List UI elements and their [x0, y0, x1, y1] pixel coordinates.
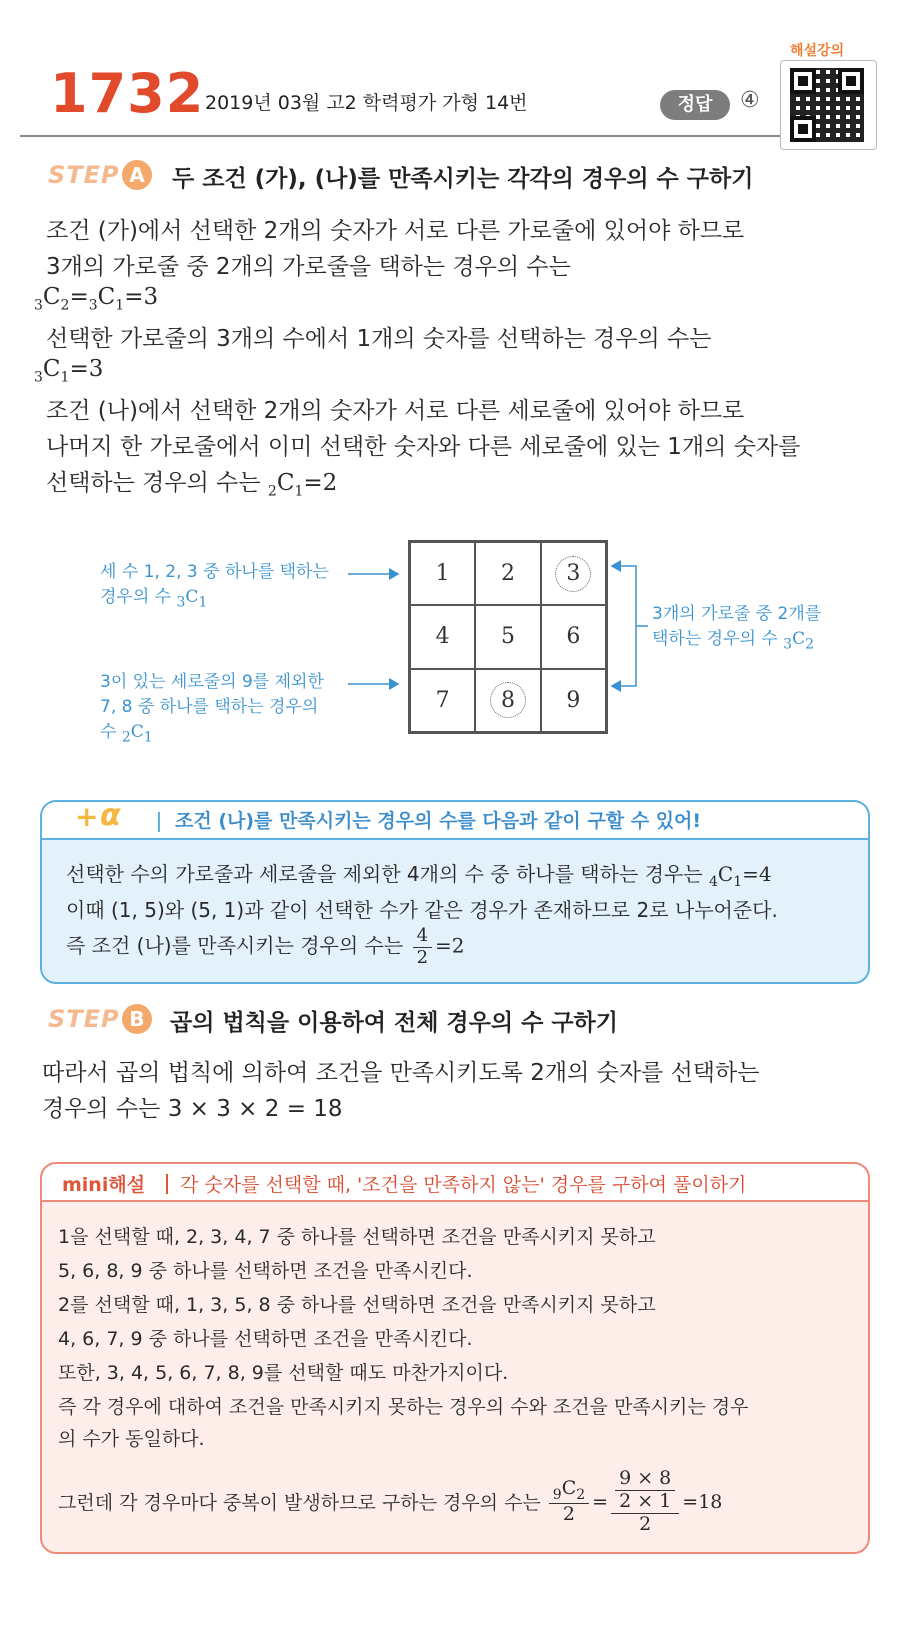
circled-number: 3	[555, 556, 591, 592]
mini-divider	[166, 1174, 168, 1194]
fraction: $\frac{_9C_2}{2}$	[549, 1478, 589, 1526]
grid-cell: 4	[410, 605, 475, 668]
fraction: 9 × 8 2 × 1 2	[611, 1468, 679, 1536]
alpha-box-title: 조건 (나)를 만족시키는 경우의 수를 다음과 같이 구할 수 있어!	[175, 810, 702, 832]
qr-label: 해설강의	[790, 43, 845, 59]
fraction: $\frac{4}{2}$	[413, 926, 432, 968]
step-a-line: 나머지 한 가로줄에서 이미 선택한 숫자와 다른 세로줄에 있는 1개의 숫자를	[46, 434, 801, 460]
problem-source: 2019년 03월 고2 학력평가 가형 14번	[205, 92, 528, 114]
alpha-line-1: 선택한 수의 가로줄과 세로줄을 제외한 4개의 수 중 하나를 택하는 경우는 $_4C_1=4$	[66, 862, 772, 890]
grid-cell: 2	[475, 542, 540, 605]
step-b-line-1: 따라서 곱의 법칙에 의하여 조건을 만족시키도록 2개의 숫자를 선택하는	[42, 1060, 760, 1086]
answer-badge: 정답	[660, 90, 730, 120]
annotation-bottom-left: 3이 있는 세로줄의 9를 제외한 7, 8 중 하나를 택하는 경우의 수 $_2C_1$	[100, 672, 324, 746]
annotation-right: 3개의 가로줄 중 2개를 택하는 경우의 수 $_3C_2$	[652, 604, 822, 653]
mini-line: 5, 6, 8, 9 중 하나를 선택하면 조건을 만족시킨다.	[58, 1260, 473, 1282]
alpha-icon: α	[100, 798, 121, 833]
grid-cell: 7	[410, 669, 475, 732]
bracket-right	[625, 566, 636, 686]
step-a-line: 선택하는 경우의 수는 $_2C_1=2$	[46, 470, 338, 500]
step-a-line: 조건 (나)에서 선택한 2개의 숫자가 서로 다른 세로줄에 있어야 하므로	[46, 398, 745, 424]
step-b-word: STEP	[48, 1005, 120, 1033]
answer-value: ④	[740, 88, 760, 113]
mini-label: mini해설	[62, 1174, 146, 1196]
grid-arrows	[0, 0, 898, 780]
mini-line: 2를 선택할 때, 1, 3, 5, 8 중 하나를 선택하면 조건을 만족시키지 못하고	[58, 1294, 656, 1316]
step-a-word: STEP	[48, 161, 120, 189]
grid-cell: 6	[541, 605, 606, 668]
annotation-top-left: 세 수 1, 2, 3 중 하나를 택하는 경우의 수 $_3C_1$	[100, 562, 329, 611]
step-b-letter: B	[122, 1004, 152, 1034]
step-a-line: 선택한 가로줄의 3개의 수에서 1개의 숫자를 선택하는 경우의 수는	[46, 326, 712, 352]
alpha-line-2: 이때 (1, 5)와 (5, 1)과 같이 선택한 수가 같은 경우가 존재하므로 2로 나누어준다.	[66, 898, 778, 922]
step-a-math-2: $_3C_1=3$	[34, 356, 104, 386]
grid-cell: 1	[410, 542, 475, 605]
step-a-line: 조건 (가)에서 선택한 2개의 숫자가 서로 다른 가로줄에 있어야 하므로	[46, 218, 745, 244]
grid-cell: 5	[475, 605, 540, 668]
alpha-divider	[158, 812, 160, 832]
step-a-letter: A	[122, 160, 152, 190]
mini-line: 4, 6, 7, 9 중 하나를 선택하면 조건을 만족시킨다.	[58, 1328, 473, 1350]
problem-number: 1732	[50, 62, 205, 125]
mini-line: 즉 각 경우에 대하여 조건을 만족시키지 못하는 경우의 수와 조건을 만족시키는 경우	[58, 1396, 749, 1418]
step-a-math-1: $_3C_2=_3C_1=3$	[34, 284, 159, 314]
mini-line: 1을 선택할 때, 2, 3, 4, 7 중 하나를 선택하면 조건을 만족시키지 못하고	[58, 1226, 656, 1248]
step-b-line-2: 경우의 수는 3 × 3 × 2 = 18	[42, 1096, 343, 1122]
mini-line: 의 수가 동일하다.	[58, 1428, 205, 1450]
plus-icon: +	[75, 800, 99, 833]
grid-cell: 9	[541, 669, 606, 732]
step-b-title: 곱의 법칙을 이용하여 전체 경우의 수 구하기	[170, 1010, 618, 1036]
mini-box-title: 각 숫자를 선택할 때, '조건을 만족하지 않는' 경우를 구하여 풀이하기	[180, 1174, 747, 1196]
mini-final-line: 그런데 각 경우마다 중복이 발생하므로 구하는 경우의 수는 $\frac{_9C_2}{2}$ = 9 × 8 2 × 1 2 =18	[58, 1467, 723, 1535]
circled-number: 8	[490, 682, 526, 718]
alpha-line-3: 즉 조건 (나)를 만족시키는 경우의 수는 $\frac{4}{2}$ =2	[66, 925, 465, 968]
step-a-title: 두 조건 (가), (나)를 만족시키는 각각의 경우의 수 구하기	[172, 166, 754, 192]
step-a-line: 3개의 가로줄 중 2개의 가로줄을 택하는 경우의 수는	[46, 254, 571, 280]
mini-line: 또한, 3, 4, 5, 6, 7, 8, 9를 선택할 때도 마찬가지이다.	[58, 1362, 509, 1384]
